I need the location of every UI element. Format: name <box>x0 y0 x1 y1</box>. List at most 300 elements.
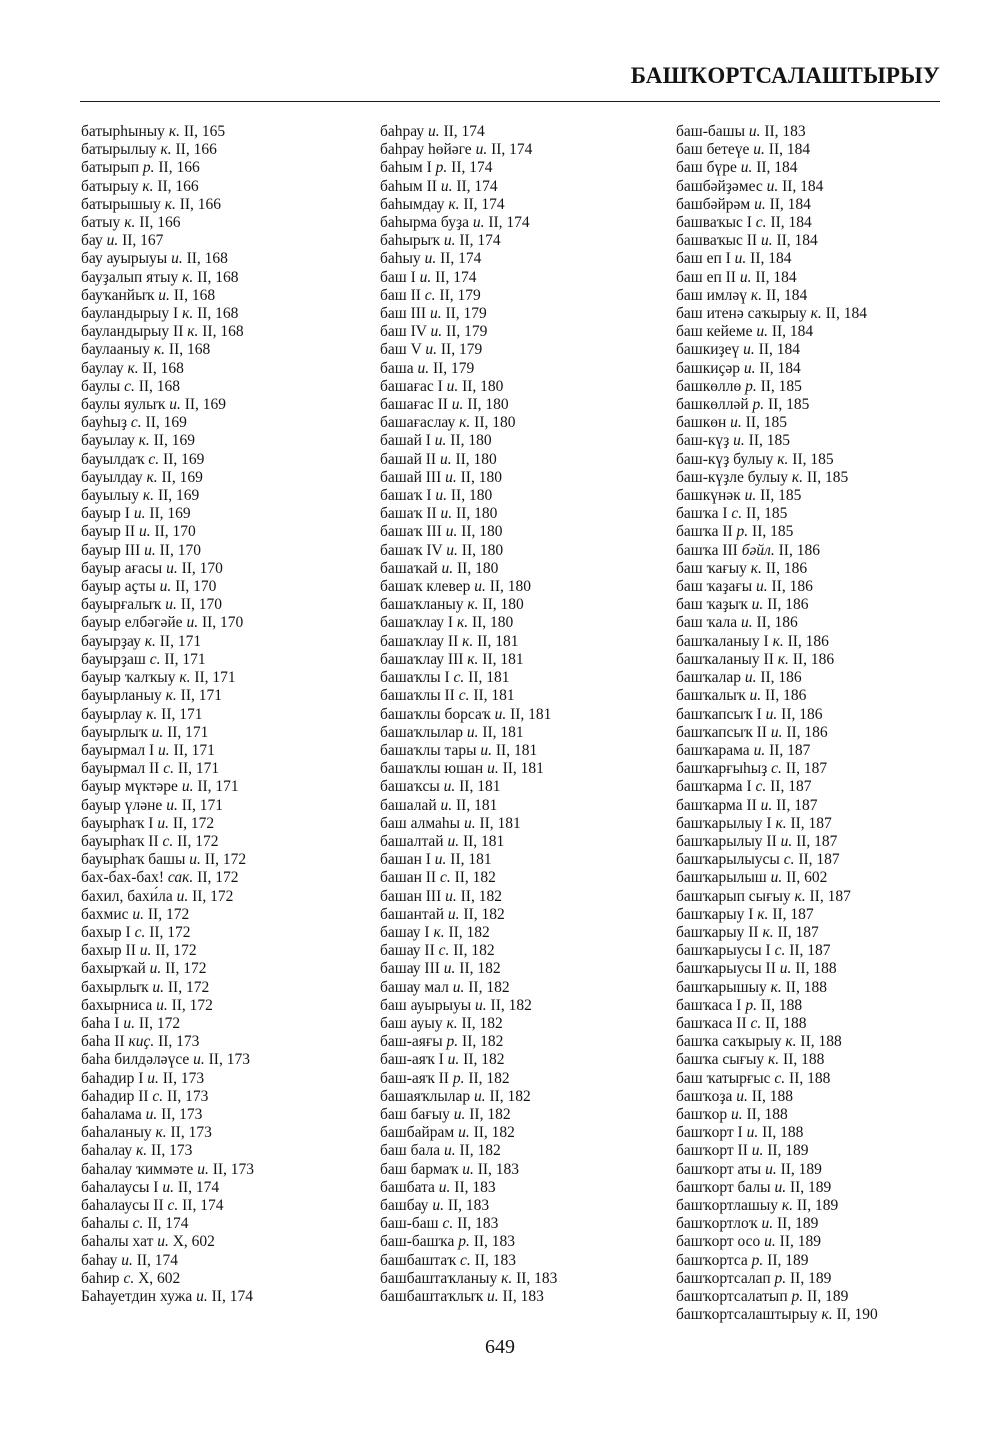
entry-part-of-speech: с. <box>774 942 786 960</box>
entry-page-reference: II, 182 <box>465 1105 511 1123</box>
entry-headword: баһалау ҡиммәте <box>81 1160 198 1178</box>
entry-part-of-speech: и. <box>730 1105 743 1123</box>
entry-headword: бах-бах-бах! <box>81 869 168 887</box>
index-entry <box>380 706 557 724</box>
entry-page-reference: II, 183 <box>512 1269 558 1287</box>
index-entry <box>81 560 254 578</box>
entry-part-of-speech: к. <box>127 359 139 377</box>
entry-headword: башаяҡлылар <box>380 1087 474 1105</box>
entry-headword: башҡортлоҡ <box>676 1215 762 1233</box>
entry-part-of-speech: к. <box>750 559 762 577</box>
index-entry <box>380 1179 557 1197</box>
index-entry <box>81 305 254 323</box>
entry-page-reference: II, 174 <box>207 1288 253 1305</box>
entry-headword: башҡа саҡырыу <box>676 1033 786 1051</box>
entry-part-of-speech: к. <box>768 1051 780 1069</box>
entry-page-reference: II, 183 <box>470 1251 516 1269</box>
index-entry <box>676 305 878 323</box>
index-entry <box>380 196 557 214</box>
index-entry <box>676 979 878 997</box>
index-entry <box>380 724 557 742</box>
entry-page-reference: II, 183 <box>498 1288 544 1305</box>
entry-part-of-speech: и. <box>487 1288 499 1305</box>
entry-part-of-speech: и. <box>158 286 170 304</box>
entry-headword: башҡортлашыу <box>676 1196 782 1214</box>
entry-page-reference: II, 172 <box>167 996 213 1014</box>
entry-headword: башҡа I <box>676 505 732 523</box>
entry-part-of-speech: к. <box>160 141 172 159</box>
index-entry <box>81 815 254 833</box>
index-entry <box>81 159 254 177</box>
index-entry <box>676 1197 878 1215</box>
entry-headword: башалай <box>380 796 441 814</box>
index-entry <box>380 542 557 560</box>
entry-headword: бауырлыҡ <box>81 723 152 741</box>
index-entry <box>81 1015 254 1033</box>
index-entry <box>81 505 254 523</box>
entry-page-reference: II, 181 <box>452 796 498 814</box>
entry-headword: башҡорт балы <box>676 1178 775 1196</box>
index-entry <box>81 1124 254 1142</box>
entry-part-of-speech: р. <box>751 1251 764 1269</box>
entry-part-of-speech: и. <box>189 851 201 869</box>
index-entry <box>380 1197 557 1215</box>
entry-headword: башҡарыусы I <box>676 942 775 960</box>
entry-page-reference: II, 171 <box>193 778 239 796</box>
entry-headword: бахыр I <box>81 923 135 941</box>
index-entry <box>81 1051 254 1069</box>
index-entry <box>676 451 878 469</box>
entry-headword: башаҡлы борсаҡ <box>380 705 495 723</box>
entry-headword: баш-күҙле булыу <box>676 468 792 486</box>
entry-page-reference: II, 183 <box>760 123 806 140</box>
index-entry <box>380 815 557 833</box>
index-entry <box>380 851 557 869</box>
entry-headword: башан II <box>380 869 440 887</box>
entry-page-reference: II, 174 <box>484 214 530 232</box>
index-column-3 <box>676 123 878 1324</box>
entry-part-of-speech: к. <box>777 450 789 468</box>
entry-page-reference: II, 182 <box>464 978 510 996</box>
entry-part-of-speech: киҫ. <box>128 1033 155 1051</box>
entry-page-reference: II, 185 <box>803 468 849 486</box>
entry-part-of-speech: и. <box>443 778 456 796</box>
entry-part-of-speech: и. <box>474 578 486 596</box>
entry-part-of-speech: и. <box>165 596 177 614</box>
entry-headword: башҡорт I <box>676 1124 747 1142</box>
entry-part-of-speech: и. <box>447 905 460 923</box>
entry-headword: бахмис <box>81 905 133 923</box>
entry-part-of-speech: и. <box>158 741 170 759</box>
index-entry <box>380 997 557 1015</box>
entry-part-of-speech: с. <box>123 1269 135 1287</box>
index-entry <box>380 1051 557 1069</box>
entry-headword: батыу <box>81 214 125 232</box>
entry-part-of-speech: и. <box>435 487 448 505</box>
entry-page-reference: II, 186 <box>767 578 813 596</box>
entry-headword: баш V <box>380 341 426 359</box>
entry-part-of-speech: и. <box>427 123 440 140</box>
entry-part-of-speech: с. <box>130 414 142 432</box>
entry-page-reference: II, 179 <box>442 323 488 341</box>
entry-page-reference: II, 174 <box>439 123 485 140</box>
entry-headword: башҡарылыу II <box>676 832 781 850</box>
entry-headword: башалтай <box>380 832 448 850</box>
entry-part-of-speech: и. <box>440 505 453 523</box>
page-number: 649 <box>485 1336 515 1358</box>
entry-part-of-speech: к. <box>187 323 199 341</box>
entry-page-reference: II, 171 <box>190 669 236 687</box>
entry-page-reference: II, 187 <box>781 760 828 778</box>
entry-headword: башкүнәк <box>676 487 745 505</box>
entry-headword: баһалама <box>81 1105 146 1123</box>
entry-part-of-speech: и. <box>176 887 189 905</box>
index-entry <box>676 669 878 687</box>
entry-page-reference: II, 170 <box>198 614 244 632</box>
index-entry <box>676 1233 878 1251</box>
entry-headword: баһымдау <box>380 195 449 213</box>
entry-headword: баш итенә саҡырыу <box>676 305 811 323</box>
entry-part-of-speech: бәйл. <box>741 541 775 559</box>
entry-page-reference: II, 168 <box>138 359 184 377</box>
entry-page-reference: II, 188 <box>796 1033 842 1051</box>
entry-headword: баһир <box>81 1269 124 1287</box>
entry-page-reference: II, 170 <box>155 541 201 559</box>
entry-part-of-speech: и. <box>756 578 768 596</box>
entry-part-of-speech: с. <box>148 450 160 468</box>
entry-page-reference: II, 172 <box>193 869 239 887</box>
index-entry <box>81 1252 254 1270</box>
entry-part-of-speech: с. <box>453 669 465 687</box>
entry-headword: башаҡ IV <box>380 541 447 559</box>
entry-part-of-speech: к. <box>762 923 774 941</box>
entry-page-reference: II, 171 <box>176 687 222 705</box>
entry-part-of-speech: и. <box>751 1142 764 1160</box>
entry-page-reference: II, 169 <box>159 450 205 468</box>
entry-page-reference: II, 184 <box>778 177 824 195</box>
index-entry <box>676 360 878 378</box>
index-entry <box>380 360 557 378</box>
entry-page-reference: X, 602 <box>134 1269 181 1287</box>
entry-part-of-speech: и. <box>765 705 778 723</box>
index-entry <box>81 469 254 487</box>
entry-page-reference: II, 174 <box>452 177 498 195</box>
entry-part-of-speech: и. <box>197 1160 209 1178</box>
entry-part-of-speech: и. <box>166 559 178 577</box>
entry-part-of-speech: и. <box>138 523 151 541</box>
entry-part-of-speech: к. <box>777 650 789 668</box>
entry-page-reference: II, 189 <box>793 1196 839 1214</box>
index-entry <box>676 997 878 1015</box>
entry-page-reference: II, 183 <box>473 1160 520 1178</box>
entry-part-of-speech: и. <box>472 214 485 232</box>
entry-page-reference: II, 183 <box>450 1178 496 1196</box>
entry-headword: баш еп II <box>676 268 740 286</box>
index-entry <box>676 196 878 214</box>
entry-part-of-speech: и. <box>106 232 119 250</box>
entry-part-of-speech: и. <box>760 796 773 814</box>
entry-page-reference: II, 180 <box>468 614 514 632</box>
entry-part-of-speech: и. <box>132 905 144 923</box>
index-entry <box>676 797 878 815</box>
entry-part-of-speech: к. <box>791 468 804 486</box>
index-entry <box>380 669 557 687</box>
index-entry <box>380 924 557 942</box>
entry-part-of-speech: с. <box>731 505 743 523</box>
index-entry <box>380 578 557 596</box>
index-entry <box>380 414 557 432</box>
entry-headword: башаҡлау II <box>380 632 463 650</box>
entry-page-reference: II, 168 <box>165 341 211 359</box>
index-entry <box>380 123 557 141</box>
index-entry <box>81 797 254 815</box>
entry-headword: баш-баш <box>380 1215 443 1233</box>
index-entry <box>81 1161 254 1179</box>
index-entry <box>380 687 557 705</box>
entry-headword: башҡалар <box>676 669 745 687</box>
index-entry <box>81 614 254 632</box>
entry-part-of-speech: и. <box>447 832 460 850</box>
entry-headword: башҡарыу I <box>676 905 758 923</box>
index-entry <box>676 633 878 651</box>
entry-part-of-speech: и. <box>487 760 499 778</box>
entry-headword: башҡарыу II <box>676 923 763 941</box>
index-entry <box>380 323 557 341</box>
entry-headword: башҡапсыҡ II <box>676 723 771 741</box>
index-entry <box>380 1270 557 1288</box>
index-entry <box>676 1288 878 1306</box>
index-entry <box>380 960 557 978</box>
entry-page-reference: II, 188 <box>791 960 837 978</box>
entry-part-of-speech: и. <box>458 1124 470 1142</box>
entry-page-reference: X, 602 <box>168 1233 215 1251</box>
entry-headword: баһырыҡ <box>380 232 444 250</box>
entry-headword: баулы <box>81 377 125 395</box>
entry-headword: бауыр ағасы <box>81 559 167 577</box>
entry-part-of-speech: и. <box>780 832 793 850</box>
entry-part-of-speech: к. <box>164 195 176 213</box>
entry-page-reference: II, 169 <box>154 487 200 505</box>
entry-part-of-speech: к. <box>794 887 806 905</box>
entry-headword: баш-аяғы <box>380 1033 447 1051</box>
index-entry <box>676 815 878 833</box>
entry-headword: бауҙалып ятыу <box>81 268 183 286</box>
entry-headword: башбәйрәм <box>676 195 755 213</box>
index-entry <box>81 888 254 906</box>
entry-part-of-speech: р. <box>446 1033 459 1051</box>
entry-part-of-speech: и. <box>443 960 456 978</box>
entry-headword: бахырлыҡ <box>81 978 153 996</box>
index-entry <box>676 851 878 869</box>
entry-headword: баш кейеме <box>676 323 757 341</box>
entry-part-of-speech: к. <box>821 1306 833 1324</box>
entry-part-of-speech: к. <box>124 214 136 232</box>
entry-page-reference: II, 180 <box>478 596 524 614</box>
entry-headword: баша <box>380 359 418 377</box>
entry-page-reference: II, 182 <box>449 942 495 960</box>
entry-headword: башан I <box>380 851 435 869</box>
entry-page-reference: II, 173 <box>157 1105 203 1123</box>
entry-part-of-speech: р. <box>435 159 448 177</box>
entry-headword: башҡаса I <box>676 996 746 1014</box>
entry-headword: баш ҡала <box>676 614 741 632</box>
entry-page-reference: II, 172 <box>168 814 215 832</box>
entry-page-reference: II, 184 <box>767 323 814 341</box>
index-entry <box>81 414 254 432</box>
index-entry <box>676 523 878 541</box>
entry-part-of-speech: с. <box>149 650 161 668</box>
entry-part-of-speech: с. <box>460 1251 471 1269</box>
entry-part-of-speech: к. <box>775 814 787 832</box>
entry-page-reference: II, 180 <box>453 559 499 577</box>
entry-headword: баш еп I <box>676 250 735 268</box>
index-entry <box>676 469 878 487</box>
entry-headword: башаҡ клевер <box>380 578 475 596</box>
entry-page-reference: II, 184 <box>766 214 812 232</box>
entry-page-reference: II, 186 <box>756 669 802 687</box>
entry-page-reference: II, 174 <box>459 195 505 213</box>
entry-page-reference: II, 187 <box>794 851 840 869</box>
entry-page-reference: II, 182 <box>450 869 496 887</box>
entry-page-reference: II, 172 <box>164 978 210 996</box>
entry-page-reference: II, 169 <box>149 432 195 450</box>
entry-part-of-speech: и. <box>473 1087 486 1105</box>
entry-page-reference: II, 180 <box>463 396 509 414</box>
entry-part-of-speech: к. <box>446 1014 458 1032</box>
entry-part-of-speech: и. <box>419 268 432 286</box>
entry-page-reference: II, 182 <box>456 887 502 905</box>
entry-part-of-speech: к. <box>757 905 769 923</box>
entry-part-of-speech: и. <box>451 396 464 414</box>
index-entry <box>81 269 254 287</box>
entry-page-reference: II, 172 <box>173 832 219 850</box>
entry-headword: башваҡыс I <box>676 214 756 232</box>
entry-page-reference: II, 182 <box>485 1087 531 1105</box>
entry-page-reference: II, 174 <box>436 250 482 268</box>
index-entry <box>676 1215 878 1233</box>
entry-page-reference: II, 173 <box>147 1142 193 1160</box>
index-entry <box>81 378 254 396</box>
entry-part-of-speech: и. <box>730 414 742 432</box>
entry-part-of-speech: и. <box>440 177 453 195</box>
entry-page-reference: II, 168 <box>169 286 216 304</box>
index-entry <box>380 833 557 851</box>
entry-part-of-speech: и. <box>157 814 169 832</box>
entry-page-reference: II, 182 <box>455 1142 501 1160</box>
index-entry <box>676 396 878 414</box>
index-entry <box>81 123 254 141</box>
index-entry <box>81 196 254 214</box>
entry-headword: бауыр мүктәре <box>81 778 182 796</box>
index-entry <box>81 979 254 997</box>
entry-part-of-speech: и. <box>439 450 452 468</box>
index-entry <box>81 232 254 250</box>
entry-part-of-speech: и. <box>743 359 756 377</box>
entry-page-reference: II, 189 <box>776 1160 822 1178</box>
entry-headword: бауҡанйыҡ <box>81 286 159 304</box>
index-entry <box>676 687 878 705</box>
entry-part-of-speech: с. <box>442 1215 454 1233</box>
index-entry <box>81 1033 254 1051</box>
entry-part-of-speech: к. <box>467 650 479 668</box>
index-entry <box>380 396 557 414</box>
entry-headword: баш имләү <box>676 286 751 304</box>
index-entry <box>380 1015 557 1033</box>
index-entry <box>380 760 557 778</box>
index-entry <box>676 1070 878 1088</box>
entry-page-reference: II, 185 <box>756 487 802 505</box>
index-entry <box>81 323 254 341</box>
entry-headword: бауылдаҡ <box>81 450 149 468</box>
entry-part-of-speech: к. <box>781 1196 793 1214</box>
entry-headword: башай III <box>380 468 446 486</box>
index-entry <box>676 159 878 177</box>
entry-page-reference: II, 179 <box>435 286 481 304</box>
entry-page-reference: II, 179 <box>441 305 487 323</box>
entry-part-of-speech: и. <box>429 305 442 323</box>
entry-part-of-speech: и. <box>740 159 753 177</box>
entry-page-reference: II, 182 <box>457 1014 503 1032</box>
entry-headword: башау II <box>380 942 439 960</box>
entry-headword: баулааныу <box>81 341 154 359</box>
entry-page-reference: II, 180 <box>458 377 504 395</box>
index-entry <box>676 724 878 742</box>
index-entry <box>81 851 254 869</box>
entry-part-of-speech: и. <box>425 341 437 359</box>
entry-headword: башағас II <box>380 396 452 414</box>
index-entry <box>81 942 254 960</box>
entry-page-reference: II, 189 <box>775 1233 821 1251</box>
entry-part-of-speech: р. <box>736 523 749 541</box>
index-entry <box>81 396 254 414</box>
entry-part-of-speech: и. <box>744 669 757 687</box>
entry-page-reference: II, 179 <box>437 341 483 359</box>
entry-page-reference: II, 167 <box>118 232 164 250</box>
entry-part-of-speech: и. <box>445 523 458 541</box>
entry-page-reference: II, 174 <box>447 159 493 177</box>
entry-part-of-speech: и. <box>193 1051 205 1069</box>
entry-page-reference: II, 187 <box>792 832 838 850</box>
entry-part-of-speech: и. <box>462 1160 474 1178</box>
entry-part-of-speech: и. <box>440 796 453 814</box>
entry-part-of-speech: р. <box>452 1069 465 1087</box>
index-entry <box>676 414 878 432</box>
entry-headword: бауыр I <box>81 505 134 523</box>
index-entry <box>676 960 878 978</box>
entry-part-of-speech: с. <box>152 1087 164 1105</box>
entry-page-reference: II, 179 <box>429 359 475 377</box>
entry-part-of-speech: и. <box>466 723 479 741</box>
entry-part-of-speech: и. <box>756 323 768 341</box>
entry-headword: башбаштаҡланыу <box>380 1269 502 1287</box>
entry-headword: башҡаланыу I <box>676 632 773 650</box>
entry-headword: башҡортсалатып <box>676 1288 792 1305</box>
entry-headword: бауыр аҫты <box>81 578 160 596</box>
index-entry <box>380 1124 557 1142</box>
entry-headword: бауыр II <box>81 523 139 541</box>
entry-page-reference: II, 181 <box>475 814 521 832</box>
entry-part-of-speech: и. <box>480 741 492 759</box>
entry-part-of-speech: с. <box>771 760 782 778</box>
index-entry <box>380 1288 557 1306</box>
entry-headword: баһырма буҙа <box>380 214 473 232</box>
entry-headword: башҡоҙа <box>676 1087 737 1105</box>
entry-headword: баш III <box>380 305 430 323</box>
entry-headword: баһа билдәләүсе <box>81 1051 194 1069</box>
entry-headword: башаҡлау I <box>380 614 457 632</box>
entry-part-of-speech: и. <box>743 341 755 359</box>
index-entry <box>380 232 557 250</box>
